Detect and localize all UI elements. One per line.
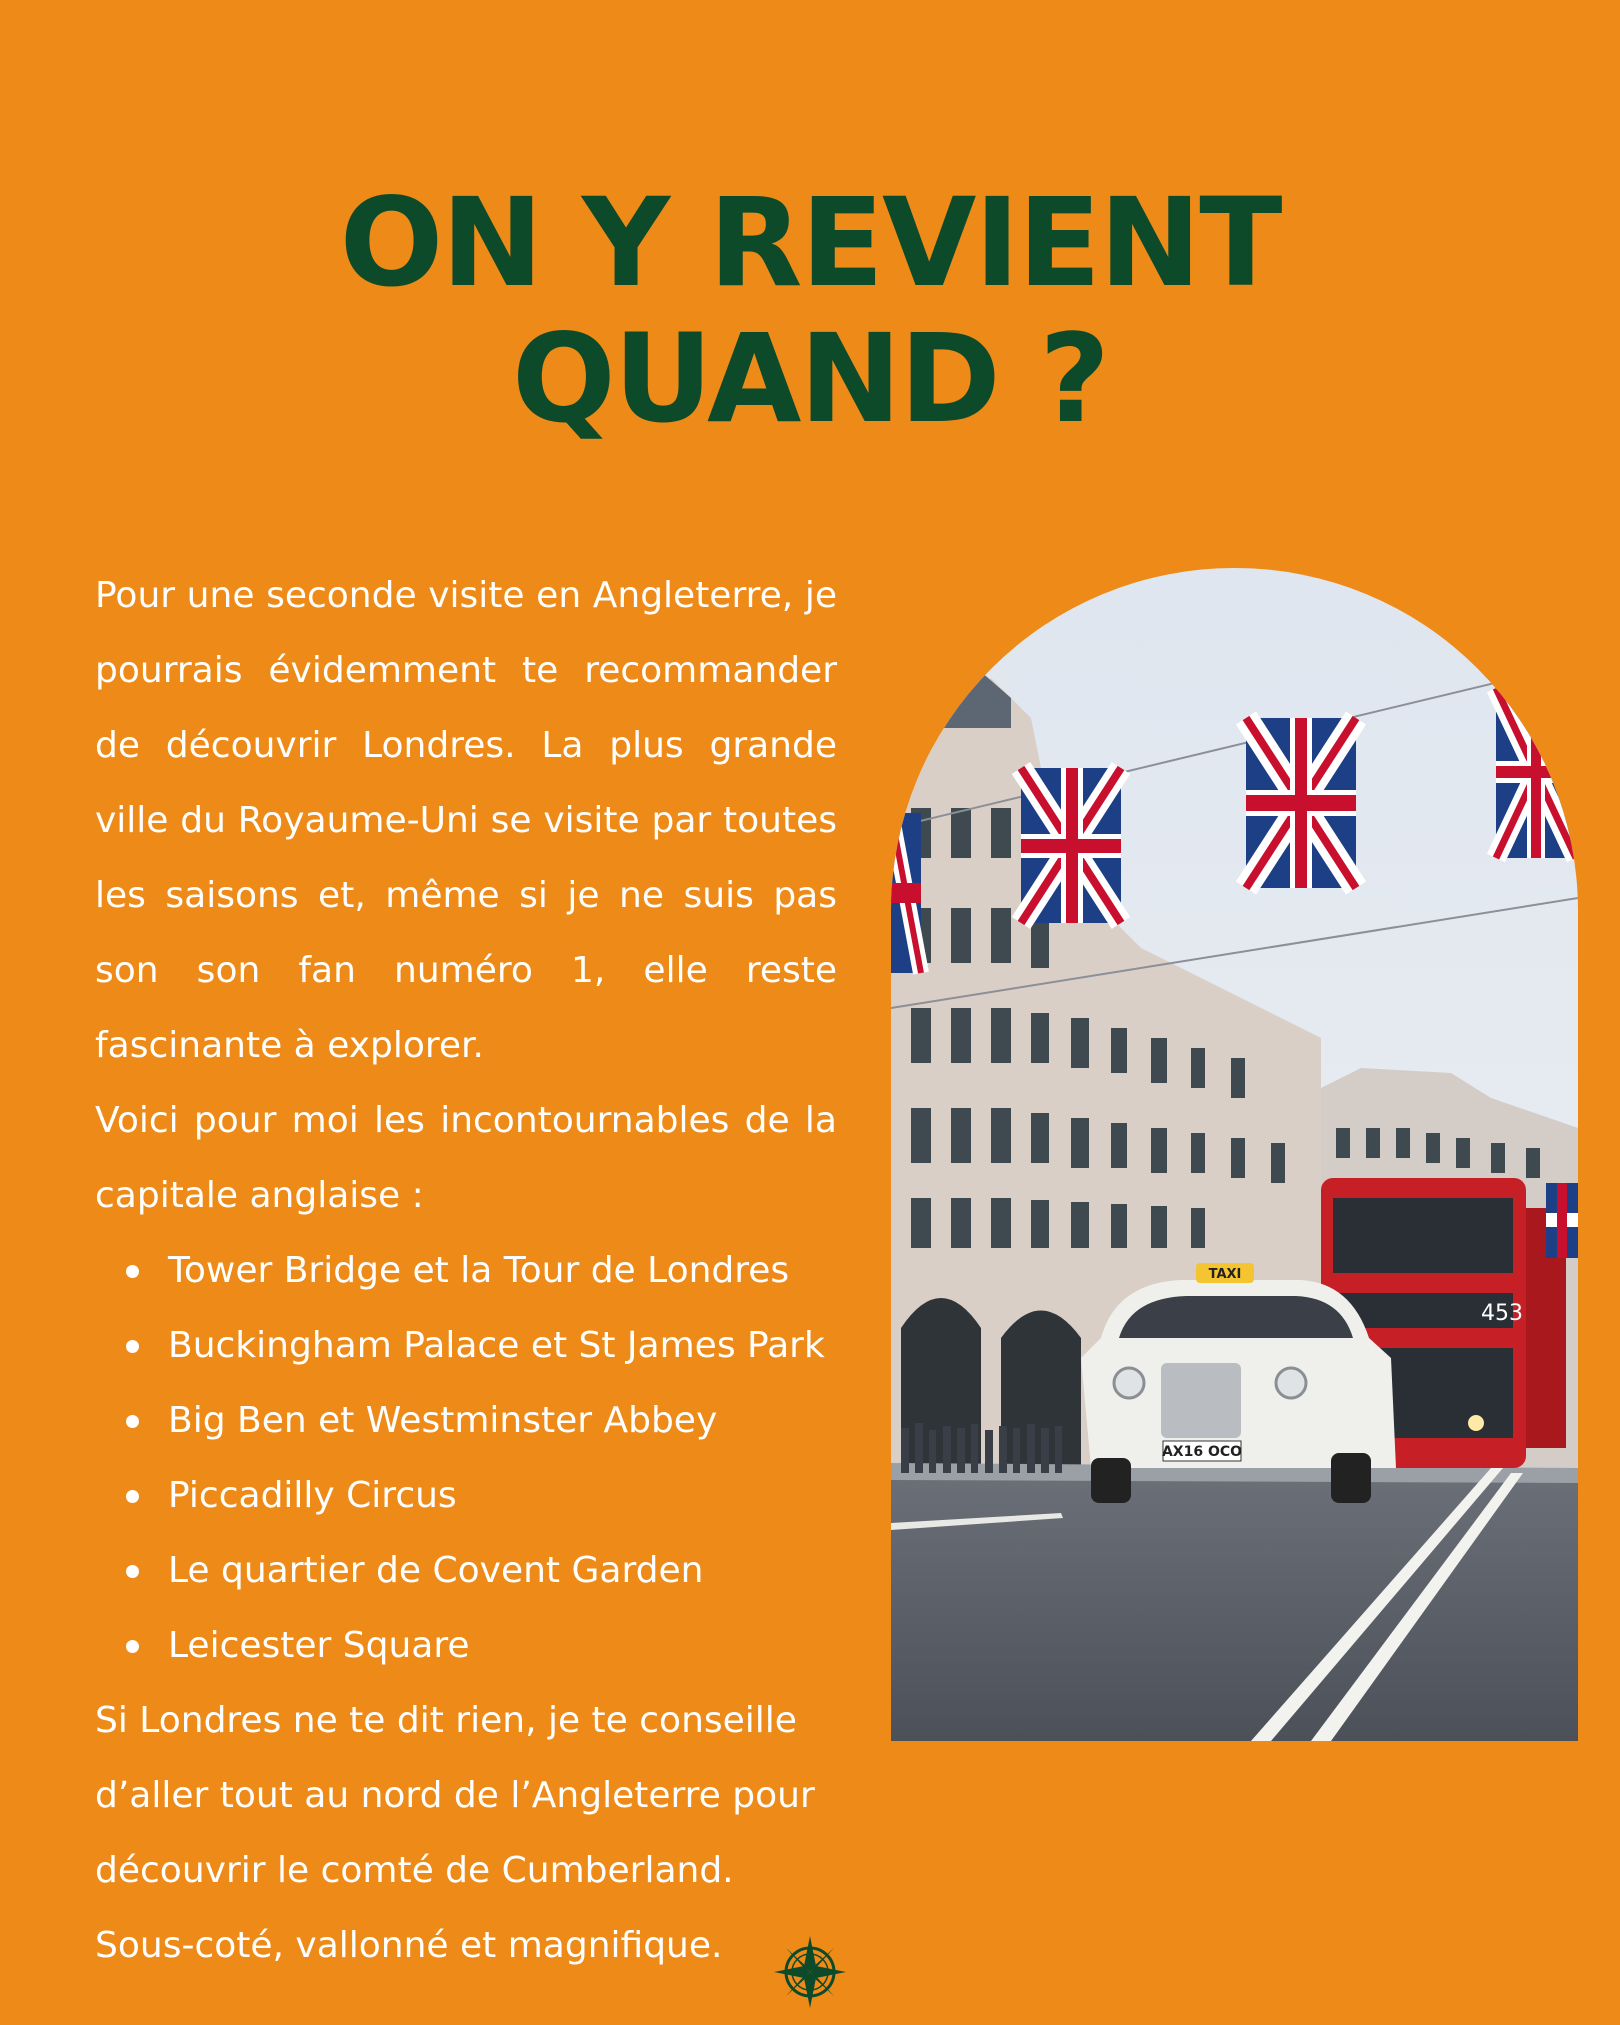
- union-jack-flag-3: [1496, 688, 1576, 858]
- outro-line: Si Londres ne te dit rien, je te conseille: [95, 1700, 797, 1741]
- must-see-list: [95, 1233, 837, 1683]
- list-item: Le quartier de Covent Garden: [168, 1533, 837, 1608]
- union-jack-flag-4: [891, 813, 921, 973]
- intro-paragraph: Pour une seconde visite en Angleterre, je pourrais évidemment te recommander de découvrir Londres. La plus grande ville du Royaume-Uni se visite par toutes les saisons et, même si je ne suis pas son son fan numéro 1, elle reste fascinante à explorer.: [95, 575, 837, 1066]
- union-jack-flag-1: [1021, 768, 1121, 923]
- bullet-icon: [126, 1490, 139, 1503]
- outro-line: d’aller tout au nord de l’Angleterre pour: [95, 1775, 815, 1816]
- london-street-photo: [891, 568, 1578, 1741]
- bullet-icon: [126, 1340, 139, 1353]
- list-item: Big Ben et Westminster Abbey: [168, 1383, 837, 1458]
- bus-route-number: 453: [1481, 1301, 1523, 1326]
- union-jack-flag-5: [1546, 1183, 1578, 1258]
- article-body: [95, 558, 837, 1983]
- list-item: Buckingham Palace et St James Park: [168, 1308, 837, 1383]
- taxi-plate: AX16 OCO: [1161, 1444, 1243, 1460]
- taxi-sign: TAXI: [1208, 1267, 1242, 1282]
- bullet-icon: [126, 1415, 139, 1428]
- bullet-icon: [126, 1565, 139, 1578]
- list-item: Tower Bridge et la Tour de Londres: [168, 1233, 837, 1308]
- page-title: [0, 172, 1620, 450]
- outro-line: découvrir le comté de Cumberland.: [95, 1850, 734, 1891]
- page-title-line-2: QUAND ?: [511, 308, 1109, 450]
- list-item: Leicester Square: [168, 1608, 837, 1683]
- bullet-icon: [126, 1265, 139, 1278]
- list-item: Piccadilly Circus: [168, 1458, 837, 1533]
- list-intro: Voici pour moi les incontournables de la capitale anglaise :: [95, 1100, 837, 1216]
- page-title-line-1: ON Y REVIENT: [339, 172, 1281, 314]
- bullet-icon: [126, 1640, 139, 1653]
- london-street-illustration: [891, 568, 1578, 1741]
- outro-line: Sous-coté, vallonné et magnifique.: [95, 1925, 723, 1966]
- compass-rose-icon: [772, 1934, 848, 2010]
- union-jack-flag-2: [1246, 718, 1356, 888]
